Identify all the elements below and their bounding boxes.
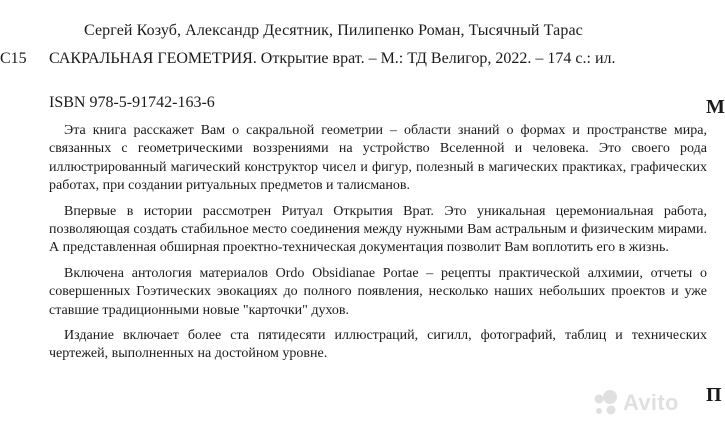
abstract-paragraph: Включена антология материалов Ordo Obsidianae Portae – рецепты практической алхимии, отчеты о совершенных Гоэтических эвокациях до полного появления, несколько наших небольших проектов и уже ставшие традиционными новые "карточки" духов. [49, 265, 707, 318]
right-edge-letter-top: М [706, 96, 725, 118]
isbn-line: ISBN 978-5-91742-163-6 [49, 94, 215, 111]
avito-dots-icon [590, 388, 620, 418]
abstract [49, 122, 707, 371]
watermark-text: Avito [623, 390, 679, 415]
udk-fragment: С15 [0, 50, 27, 67]
abstract-paragraph: Эта книга расскажет Вам о сакральной геометрии – области знаний о формах и пространстве мира, связанных с геометрическими воззрениями на устройство Вселенной и человека. Это своего рода иллюстрированный магический конструктор чисел и фигур, полезный в магических практиках, графических работах, при создании ритуальных предметов и талисманов. [49, 123, 707, 194]
avito-watermark [590, 388, 679, 418]
bibliographic-citation: САКРАЛЬНАЯ ГЕОМЕТРИЯ. Открытие врат. – М.: ТД Велигор, 2022. – 174 с.: ил. [49, 50, 616, 67]
authors-line: Сергей Козуб, Александр Десятник, Пилипенко Роман, Тысячный Тарас [84, 22, 583, 39]
abstract-paragraph: Впервые в истории рассмотрен Ритуал Открытия Врат. Это уникальная церемониальная работа, позволяющая создать стабильное место соединения между нужными Вам астральным и физическим мирами. А представленная обширная проектно-техническая документация позволит Вам воплотить его в жизнь. [49, 203, 707, 256]
right-edge-letter-bottom: П [706, 384, 722, 406]
abstract-paragraph: Издание включает более ста пятидесяти иллюстраций, сигилл, фотографий, таблиц и технических чертежей, выполненных на достойном уровне. [49, 328, 707, 362]
